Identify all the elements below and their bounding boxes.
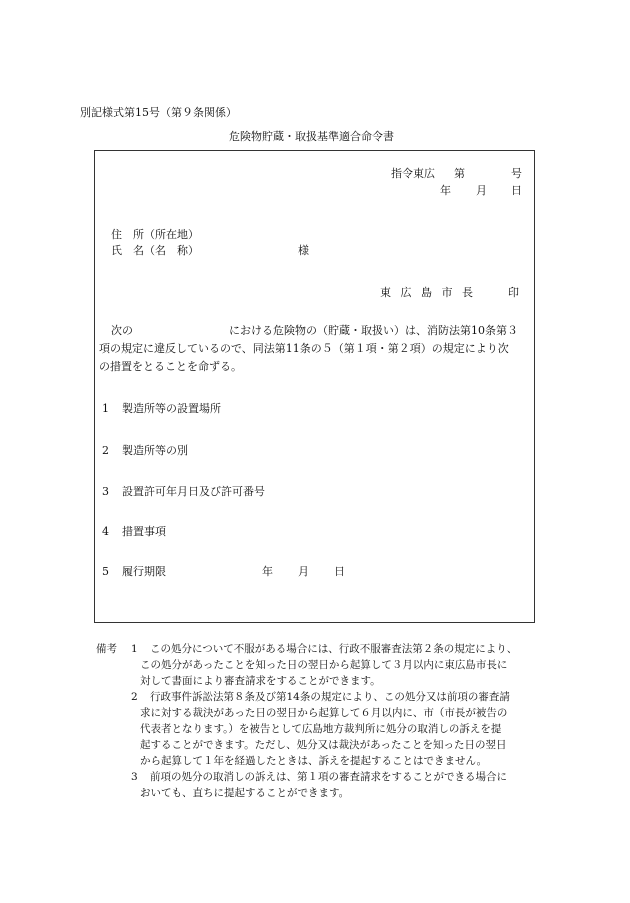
body-line-1b: における危険物の（貯蔵・取扱い）は、消防法第10条第３ xyxy=(229,324,518,337)
deadline-day: 日 xyxy=(334,565,345,578)
deadline-month: 月 xyxy=(298,565,309,578)
body-line-2: 項の規定に違反しているので、同法第11条の５（第１項・第２項）の規定により次 xyxy=(99,342,509,355)
note-1-line-2: この処分があったことを知った日の翌日から起算して３月以内に東広島市長に xyxy=(140,659,508,671)
form-frame xyxy=(94,150,535,623)
date-month: 月 xyxy=(476,184,487,197)
note-2-num: 2 xyxy=(131,691,138,703)
item-4-num: 4 xyxy=(102,525,109,538)
notes-heading: 備考 xyxy=(96,643,117,655)
item-1-label: 製造所等の設置場所 xyxy=(122,402,221,415)
document-title: 危険物貯蔵・取扱基準適合命令書 xyxy=(229,130,394,143)
order-number-go: 号 xyxy=(511,167,522,180)
note-1-num: 1 xyxy=(131,643,138,655)
note-1-line-3: 対して書面により審査請求をすることができます。 xyxy=(140,675,381,687)
honorific: 様 xyxy=(298,244,309,257)
note-1-line-1: この処分について不服がある場合には、行政不服審査法第２条の規定により、 xyxy=(150,643,518,655)
note-2-line-2: 求に対する裁決があった日の翌日から起算して６月以内に、市（市長が被告の xyxy=(140,707,508,719)
issuer-mayor: 東 広 島 市 長 xyxy=(380,286,476,299)
note-2-line-3: 代表者となります。）を被告として広島地方裁判所に処分の取消しの訴えを提 xyxy=(140,723,502,735)
order-number-label: 指令東広 xyxy=(391,167,435,180)
note-2-line-4: 起することができます。ただし、処分又は裁決があったことを知った日の翌日 xyxy=(140,739,507,751)
item-3-label: 設置許可年月日及び許可番号 xyxy=(122,485,265,498)
name-label: 氏 名（名 称） xyxy=(111,244,199,257)
body-line-1a: 次の xyxy=(111,324,133,337)
date-year: 年 xyxy=(440,184,451,197)
note-3-line-2: おいても、直ちに提起することができます。 xyxy=(140,787,350,799)
item-5-label: 履行期限 xyxy=(122,565,166,578)
item-5-num: 5 xyxy=(102,565,109,578)
date-day: 日 xyxy=(511,184,522,197)
item-1-num: 1 xyxy=(102,402,109,415)
order-number-dai: 第 xyxy=(454,167,465,180)
form-label: 別記様式第15号（第９条関係） xyxy=(80,106,237,119)
item-3-num: 3 xyxy=(102,485,109,498)
issuer-seal: 印 xyxy=(508,286,519,299)
item-2-num: 2 xyxy=(102,444,109,457)
note-3-line-1: 前項の処分の取消しの訴えは、第１項の審査請求をすることができる場合に xyxy=(150,771,507,783)
note-2-line-1: 行政事件訴訟法第８条及び第14条の規定により、この処分又は前項の審査請 xyxy=(150,691,510,703)
address-label: 住 所（所在地） xyxy=(111,228,199,241)
deadline-year: 年 xyxy=(262,565,273,578)
body-line-3: の措置をとることを命ずる。 xyxy=(99,360,242,373)
item-4-label: 措置事項 xyxy=(122,525,166,538)
note-2-line-5: から起算して１年を経過したときは、訴えを提起することはできません。 xyxy=(140,755,488,767)
note-3-num: 3 xyxy=(131,771,138,783)
item-2-label: 製造所等の別 xyxy=(122,444,188,457)
